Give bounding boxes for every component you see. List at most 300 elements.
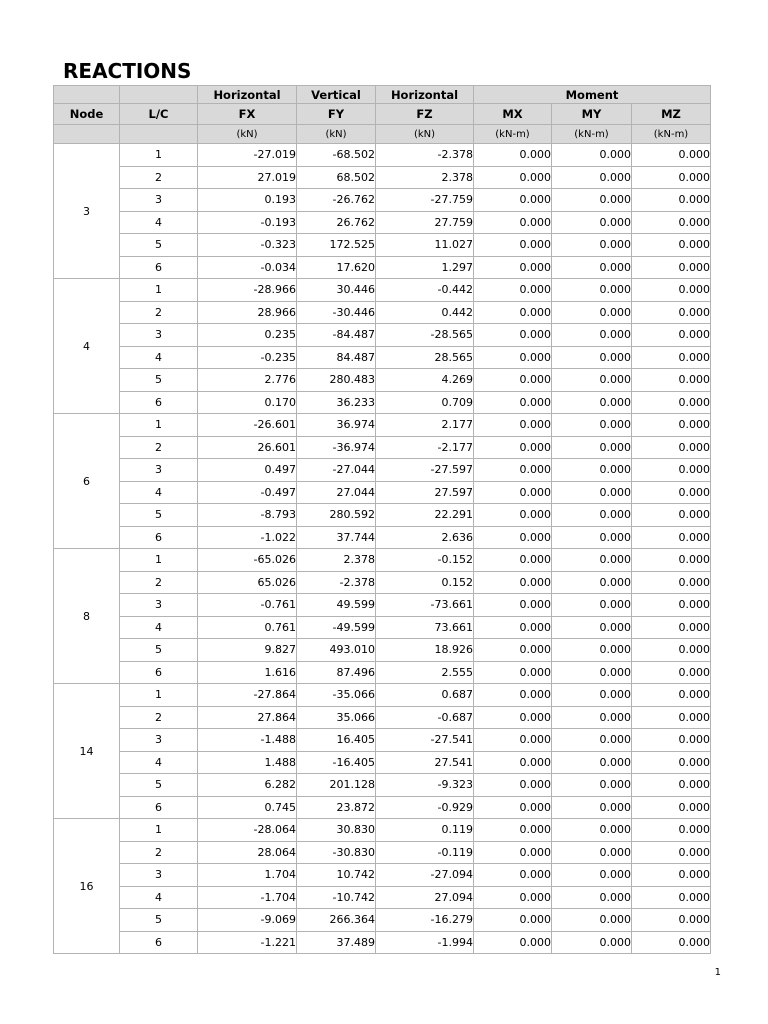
- fx-cell: -0.193: [198, 211, 297, 234]
- table-row: [54, 819, 711, 842]
- page-title: REACTIONS: [63, 59, 192, 83]
- fz-cell: 27.541: [376, 751, 474, 774]
- unit-fz: (kN): [376, 125, 474, 144]
- my-cell: 0.000: [552, 796, 632, 819]
- mz-cell: 0.000: [632, 931, 711, 954]
- node-cell: 14: [54, 684, 120, 819]
- mz-cell: 0.000: [632, 549, 711, 572]
- lc-cell: 1: [120, 819, 198, 842]
- mz-cell: 0.000: [632, 166, 711, 189]
- fy-cell: 30.446: [297, 279, 376, 302]
- fz-cell: -0.119: [376, 841, 474, 864]
- lc-cell: 4: [120, 751, 198, 774]
- column-header-node: Node: [54, 104, 120, 125]
- fz-cell: 2.555: [376, 661, 474, 684]
- fz-cell: 18.926: [376, 639, 474, 662]
- fx-cell: -8.793: [198, 504, 297, 527]
- table-row: [54, 166, 711, 189]
- my-cell: 0.000: [552, 279, 632, 302]
- fz-cell: 0.687: [376, 684, 474, 707]
- my-cell: 0.000: [552, 751, 632, 774]
- mz-cell: 0.000: [632, 706, 711, 729]
- mx-cell: 0.000: [474, 436, 552, 459]
- mx-cell: 0.000: [474, 639, 552, 662]
- table-row: [54, 189, 711, 212]
- node-cell: 3: [54, 144, 120, 279]
- fy-cell: -30.446: [297, 301, 376, 324]
- mz-cell: 0.000: [632, 571, 711, 594]
- fz-cell: -28.565: [376, 324, 474, 347]
- header-blank: [120, 86, 198, 104]
- column-header-lc: L/C: [120, 104, 198, 125]
- table-row: [54, 616, 711, 639]
- fy-cell: 493.010: [297, 639, 376, 662]
- mx-cell: 0.000: [474, 616, 552, 639]
- my-cell: 0.000: [552, 166, 632, 189]
- mz-cell: 0.000: [632, 729, 711, 752]
- column-header-mx: MX: [474, 104, 552, 125]
- table-row: [54, 504, 711, 527]
- mz-cell: 0.000: [632, 819, 711, 842]
- mx-cell: 0.000: [474, 166, 552, 189]
- table-row: [54, 301, 711, 324]
- node-cell: 16: [54, 819, 120, 954]
- fx-cell: -0.034: [198, 256, 297, 279]
- my-cell: 0.000: [552, 661, 632, 684]
- fy-cell: 266.364: [297, 909, 376, 932]
- fy-cell: 30.830: [297, 819, 376, 842]
- fz-cell: 27.597: [376, 481, 474, 504]
- mx-cell: 0.000: [474, 819, 552, 842]
- fx-cell: 26.601: [198, 436, 297, 459]
- fz-cell: 22.291: [376, 504, 474, 527]
- lc-cell: 5: [120, 639, 198, 662]
- fy-cell: -10.742: [297, 886, 376, 909]
- column-header-mz: MZ: [632, 104, 711, 125]
- fx-cell: -0.497: [198, 481, 297, 504]
- mx-cell: 0.000: [474, 706, 552, 729]
- fz-cell: 4.269: [376, 369, 474, 392]
- mx-cell: 0.000: [474, 886, 552, 909]
- fy-cell: -26.762: [297, 189, 376, 212]
- lc-cell: 2: [120, 571, 198, 594]
- fy-cell: 36.233: [297, 391, 376, 414]
- lc-cell: 6: [120, 391, 198, 414]
- fy-cell: 37.489: [297, 931, 376, 954]
- lc-cell: 2: [120, 166, 198, 189]
- mx-cell: 0.000: [474, 414, 552, 437]
- fz-cell: -0.152: [376, 549, 474, 572]
- my-cell: 0.000: [552, 729, 632, 752]
- mx-cell: 0.000: [474, 571, 552, 594]
- group-header-fx: Horizontal: [198, 86, 297, 104]
- table-row: [54, 729, 711, 752]
- lc-cell: 2: [120, 436, 198, 459]
- mx-cell: 0.000: [474, 841, 552, 864]
- fz-cell: 0.442: [376, 301, 474, 324]
- mx-cell: 0.000: [474, 909, 552, 932]
- mx-cell: 0.000: [474, 324, 552, 347]
- table-row: [54, 279, 711, 302]
- table-row: [54, 256, 711, 279]
- mz-cell: 0.000: [632, 526, 711, 549]
- fy-cell: 280.483: [297, 369, 376, 392]
- node-cell: 6: [54, 414, 120, 549]
- mx-cell: 0.000: [474, 549, 552, 572]
- mx-cell: 0.000: [474, 774, 552, 797]
- mz-cell: 0.000: [632, 459, 711, 482]
- mz-cell: 0.000: [632, 864, 711, 887]
- mz-cell: 0.000: [632, 841, 711, 864]
- table-row: [54, 594, 711, 617]
- fx-cell: -27.864: [198, 684, 297, 707]
- table-row: [54, 909, 711, 932]
- table-row: [54, 706, 711, 729]
- lc-cell: 1: [120, 414, 198, 437]
- table-row: [54, 864, 711, 887]
- table-body: [54, 144, 711, 954]
- lc-cell: 2: [120, 841, 198, 864]
- fz-cell: 2.378: [376, 166, 474, 189]
- column-header-fz: FZ: [376, 104, 474, 125]
- table-row: [54, 346, 711, 369]
- fz-cell: -0.687: [376, 706, 474, 729]
- fy-cell: -35.066: [297, 684, 376, 707]
- mz-cell: 0.000: [632, 504, 711, 527]
- lc-cell: 5: [120, 504, 198, 527]
- table-row: [54, 571, 711, 594]
- my-cell: 0.000: [552, 459, 632, 482]
- mz-cell: 0.000: [632, 774, 711, 797]
- header-blank: [54, 125, 120, 144]
- mz-cell: 0.000: [632, 909, 711, 932]
- fz-cell: -27.597: [376, 459, 474, 482]
- mz-cell: 0.000: [632, 279, 711, 302]
- lc-cell: 2: [120, 301, 198, 324]
- fz-cell: 2.177: [376, 414, 474, 437]
- lc-cell: 4: [120, 616, 198, 639]
- lc-cell: 4: [120, 211, 198, 234]
- lc-cell: 6: [120, 931, 198, 954]
- page-number: 1: [714, 967, 721, 978]
- unit-mz: (kN-m): [632, 125, 711, 144]
- my-cell: 0.000: [552, 594, 632, 617]
- group-header-fy: Vertical: [297, 86, 376, 104]
- fz-cell: 73.661: [376, 616, 474, 639]
- fy-cell: 68.502: [297, 166, 376, 189]
- lc-cell: 4: [120, 346, 198, 369]
- my-cell: 0.000: [552, 706, 632, 729]
- fz-cell: -27.759: [376, 189, 474, 212]
- my-cell: 0.000: [552, 549, 632, 572]
- mz-cell: 0.000: [632, 751, 711, 774]
- mx-cell: 0.000: [474, 301, 552, 324]
- fz-cell: -0.929: [376, 796, 474, 819]
- mz-cell: 0.000: [632, 684, 711, 707]
- column-header-fy: FY: [297, 104, 376, 125]
- my-cell: 0.000: [552, 481, 632, 504]
- table-row: [54, 234, 711, 257]
- table-row: [54, 391, 711, 414]
- fz-cell: -2.378: [376, 144, 474, 167]
- lc-cell: 1: [120, 144, 198, 167]
- mz-cell: 0.000: [632, 594, 711, 617]
- mz-cell: 0.000: [632, 391, 711, 414]
- table-row: [54, 661, 711, 684]
- mx-cell: 0.000: [474, 864, 552, 887]
- table-row: [54, 526, 711, 549]
- fx-cell: 0.745: [198, 796, 297, 819]
- fz-cell: 11.027: [376, 234, 474, 257]
- fx-cell: -1.488: [198, 729, 297, 752]
- fy-cell: 16.405: [297, 729, 376, 752]
- table-row: [54, 684, 711, 707]
- mz-cell: 0.000: [632, 234, 711, 257]
- fy-cell: 280.592: [297, 504, 376, 527]
- unit-mx: (kN-m): [474, 125, 552, 144]
- fx-cell: 28.966: [198, 301, 297, 324]
- node-cell: 8: [54, 549, 120, 684]
- fz-cell: 2.636: [376, 526, 474, 549]
- my-cell: 0.000: [552, 774, 632, 797]
- fy-cell: -36.974: [297, 436, 376, 459]
- fy-cell: 27.044: [297, 481, 376, 504]
- fy-cell: 36.974: [297, 414, 376, 437]
- lc-cell: 6: [120, 256, 198, 279]
- fx-cell: -27.019: [198, 144, 297, 167]
- lc-cell: 5: [120, 909, 198, 932]
- fz-cell: 0.119: [376, 819, 474, 842]
- my-cell: 0.000: [552, 571, 632, 594]
- lc-cell: 3: [120, 864, 198, 887]
- table-row: [54, 931, 711, 954]
- fx-cell: 0.497: [198, 459, 297, 482]
- mz-cell: 0.000: [632, 639, 711, 662]
- table-row: [54, 796, 711, 819]
- my-cell: 0.000: [552, 391, 632, 414]
- table-row: [54, 841, 711, 864]
- unit-fx: (kN): [198, 125, 297, 144]
- fx-cell: 65.026: [198, 571, 297, 594]
- mx-cell: 0.000: [474, 504, 552, 527]
- fx-cell: -28.966: [198, 279, 297, 302]
- mx-cell: 0.000: [474, 279, 552, 302]
- reactions-table: [53, 85, 711, 954]
- fx-cell: 0.235: [198, 324, 297, 347]
- fz-cell: 27.759: [376, 211, 474, 234]
- mz-cell: 0.000: [632, 661, 711, 684]
- table-row: [54, 436, 711, 459]
- fx-cell: -0.235: [198, 346, 297, 369]
- table-header: [54, 86, 711, 144]
- mz-cell: 0.000: [632, 324, 711, 347]
- lc-cell: 3: [120, 729, 198, 752]
- my-cell: 0.000: [552, 886, 632, 909]
- mx-cell: 0.000: [474, 211, 552, 234]
- node-cell: 4: [54, 279, 120, 414]
- lc-cell: 4: [120, 886, 198, 909]
- fx-cell: -26.601: [198, 414, 297, 437]
- fx-cell: 0.193: [198, 189, 297, 212]
- table-row: [54, 774, 711, 797]
- column-header-fx: FX: [198, 104, 297, 125]
- my-cell: 0.000: [552, 639, 632, 662]
- table-row: [54, 459, 711, 482]
- my-cell: 0.000: [552, 369, 632, 392]
- my-cell: 0.000: [552, 909, 632, 932]
- my-cell: 0.000: [552, 256, 632, 279]
- mx-cell: 0.000: [474, 144, 552, 167]
- my-cell: 0.000: [552, 436, 632, 459]
- my-cell: 0.000: [552, 414, 632, 437]
- lc-cell: 6: [120, 661, 198, 684]
- fx-cell: -65.026: [198, 549, 297, 572]
- mz-cell: 0.000: [632, 796, 711, 819]
- table-row: [54, 211, 711, 234]
- header-blank: [54, 86, 120, 104]
- fy-cell: -68.502: [297, 144, 376, 167]
- mx-cell: 0.000: [474, 481, 552, 504]
- table-row: [54, 481, 711, 504]
- mx-cell: 0.000: [474, 526, 552, 549]
- mx-cell: 0.000: [474, 796, 552, 819]
- fx-cell: -28.064: [198, 819, 297, 842]
- mz-cell: 0.000: [632, 301, 711, 324]
- mx-cell: 0.000: [474, 346, 552, 369]
- fz-cell: 0.709: [376, 391, 474, 414]
- fx-cell: 27.019: [198, 166, 297, 189]
- my-cell: 0.000: [552, 189, 632, 212]
- fz-cell: -9.323: [376, 774, 474, 797]
- mx-cell: 0.000: [474, 256, 552, 279]
- fx-cell: 1.704: [198, 864, 297, 887]
- fx-cell: 28.064: [198, 841, 297, 864]
- fy-cell: 2.378: [297, 549, 376, 572]
- my-cell: 0.000: [552, 346, 632, 369]
- column-header-my: MY: [552, 104, 632, 125]
- my-cell: 0.000: [552, 234, 632, 257]
- fy-cell: 35.066: [297, 706, 376, 729]
- mx-cell: 0.000: [474, 729, 552, 752]
- fz-cell: 28.565: [376, 346, 474, 369]
- group-header-fz: Horizontal: [376, 86, 474, 104]
- fy-cell: 37.744: [297, 526, 376, 549]
- fx-cell: 1.488: [198, 751, 297, 774]
- my-cell: 0.000: [552, 324, 632, 347]
- fx-cell: -9.069: [198, 909, 297, 932]
- fx-cell: 0.761: [198, 616, 297, 639]
- fx-cell: 0.170: [198, 391, 297, 414]
- fz-cell: -2.177: [376, 436, 474, 459]
- fz-cell: -27.094: [376, 864, 474, 887]
- lc-cell: 6: [120, 796, 198, 819]
- mz-cell: 0.000: [632, 414, 711, 437]
- mz-cell: 0.000: [632, 481, 711, 504]
- fy-cell: -16.405: [297, 751, 376, 774]
- mx-cell: 0.000: [474, 189, 552, 212]
- fx-cell: -1.221: [198, 931, 297, 954]
- fy-cell: -30.830: [297, 841, 376, 864]
- mz-cell: 0.000: [632, 616, 711, 639]
- lc-cell: 1: [120, 549, 198, 572]
- my-cell: 0.000: [552, 841, 632, 864]
- fy-cell: 10.742: [297, 864, 376, 887]
- table-row: [54, 414, 711, 437]
- unit-my: (kN-m): [552, 125, 632, 144]
- mx-cell: 0.000: [474, 594, 552, 617]
- lc-cell: 5: [120, 774, 198, 797]
- fy-cell: -2.378: [297, 571, 376, 594]
- mx-cell: 0.000: [474, 234, 552, 257]
- fy-cell: 87.496: [297, 661, 376, 684]
- lc-cell: 3: [120, 594, 198, 617]
- fx-cell: -0.761: [198, 594, 297, 617]
- my-cell: 0.000: [552, 144, 632, 167]
- my-cell: 0.000: [552, 504, 632, 527]
- mz-cell: 0.000: [632, 144, 711, 167]
- header-blank: [120, 125, 198, 144]
- my-cell: 0.000: [552, 301, 632, 324]
- mx-cell: 0.000: [474, 661, 552, 684]
- mx-cell: 0.000: [474, 369, 552, 392]
- fx-cell: 9.827: [198, 639, 297, 662]
- lc-cell: 2: [120, 706, 198, 729]
- my-cell: 0.000: [552, 819, 632, 842]
- fz-cell: -73.661: [376, 594, 474, 617]
- mz-cell: 0.000: [632, 189, 711, 212]
- mz-cell: 0.000: [632, 886, 711, 909]
- lc-cell: 3: [120, 189, 198, 212]
- fx-cell: 27.864: [198, 706, 297, 729]
- fx-cell: -0.323: [198, 234, 297, 257]
- mx-cell: 0.000: [474, 391, 552, 414]
- mx-cell: 0.000: [474, 459, 552, 482]
- lc-cell: 6: [120, 526, 198, 549]
- table-row: [54, 549, 711, 572]
- lc-cell: 4: [120, 481, 198, 504]
- fz-cell: -1.994: [376, 931, 474, 954]
- lc-cell: 1: [120, 279, 198, 302]
- fy-cell: 23.872: [297, 796, 376, 819]
- mz-cell: 0.000: [632, 436, 711, 459]
- fz-cell: -27.541: [376, 729, 474, 752]
- mx-cell: 0.000: [474, 684, 552, 707]
- fx-cell: 6.282: [198, 774, 297, 797]
- lc-cell: 3: [120, 459, 198, 482]
- mz-cell: 0.000: [632, 211, 711, 234]
- mz-cell: 0.000: [632, 256, 711, 279]
- mz-cell: 0.000: [632, 346, 711, 369]
- fx-cell: 2.776: [198, 369, 297, 392]
- fy-cell: 26.762: [297, 211, 376, 234]
- unit-fy: (kN): [297, 125, 376, 144]
- fx-cell: -1.704: [198, 886, 297, 909]
- table-row: [54, 144, 711, 167]
- lc-cell: 5: [120, 369, 198, 392]
- fx-cell: 1.616: [198, 661, 297, 684]
- fy-cell: 17.620: [297, 256, 376, 279]
- fy-cell: 84.487: [297, 346, 376, 369]
- fy-cell: 49.599: [297, 594, 376, 617]
- fy-cell: 172.525: [297, 234, 376, 257]
- fz-cell: -0.442: [376, 279, 474, 302]
- fz-cell: -16.279: [376, 909, 474, 932]
- my-cell: 0.000: [552, 616, 632, 639]
- fy-cell: -27.044: [297, 459, 376, 482]
- fz-cell: 0.152: [376, 571, 474, 594]
- lc-cell: 1: [120, 684, 198, 707]
- mz-cell: 0.000: [632, 369, 711, 392]
